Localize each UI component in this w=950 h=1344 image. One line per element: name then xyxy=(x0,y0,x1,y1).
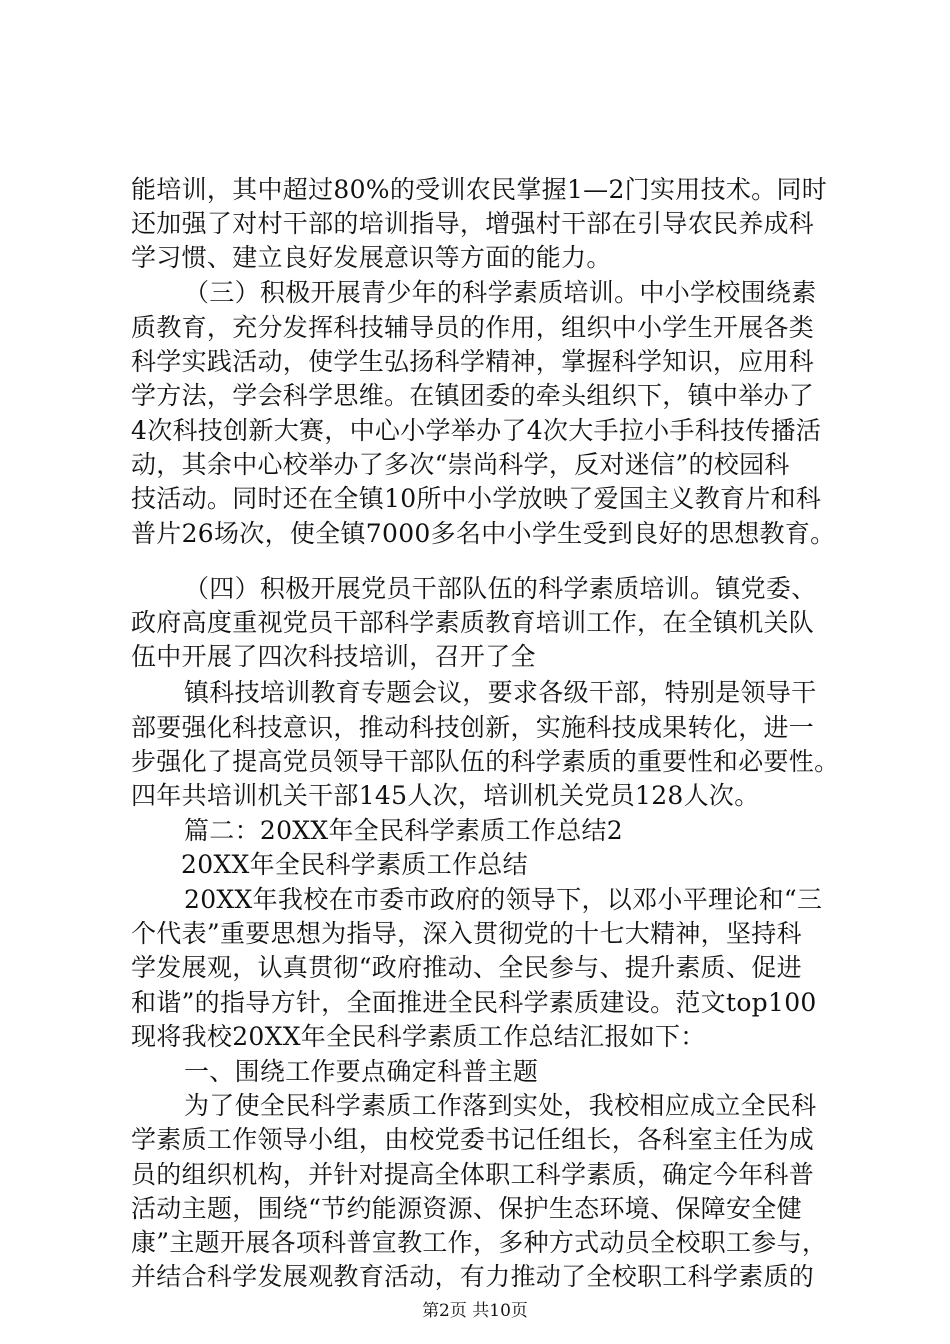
body-line: 伍中开展了四次科技培训，召开了全 xyxy=(131,642,536,671)
body-line: 科学实践活动，使学生弘扬科学精神，掌握科学知识，应用科 xyxy=(131,347,815,376)
body-line: 步强化了提高党员领导干部队伍的科学素质的重要性和必要性。 xyxy=(131,747,840,776)
body-line: 能培训，其中超过80%的受训农民掌握1—2门实用技术。同时 xyxy=(131,175,828,204)
body-line: 并结合科学发展观教育活动，有力推动了全校职工科学素质的 xyxy=(131,1262,815,1291)
body-line: 和谐”的指导方针，全面推进全民科学素质建设。范文top100 xyxy=(131,988,817,1017)
body-line: 动，其余中心校举办了多次“崇尚科学，反对迷信”的校园科 xyxy=(131,450,790,479)
document-title: 20XX年全民科学素质工作总结 xyxy=(181,850,528,879)
section-heading-line: 一、围绕工作要点确定科普主题 xyxy=(184,1057,539,1086)
body-line: 20XX年我校在市委市政府的领导下，以邓小平理论和“三 xyxy=(184,885,823,914)
body-line: 4次科技创新大赛，中心小学举办了4次大手拉小手科技传播活 xyxy=(131,416,822,445)
body-line: 技活动。同时还在全镇10所中小学放映了爱国主义教育片和科 xyxy=(131,484,822,513)
body-line: 部要强化科技意识，推动科技创新，实施科技成果转化，进一 xyxy=(131,713,815,742)
body-line: 还加强了对村干部的培训指导，增强村干部在引导农民养成科 xyxy=(131,209,815,238)
body-line: 镇科技培训教育专题会议，要求各级干部，特别是领导干 xyxy=(184,678,817,707)
body-line: 四年共培训机关干部145人次，培训机关党员128人次。 xyxy=(131,781,760,810)
body-line: 政府高度重视党员干部科学素质教育培训工作，在全镇机关队 xyxy=(131,608,815,637)
body-line: 学习惯、建立良好发展意识等方面的能力。 xyxy=(131,243,612,272)
body-line: 康”主题开展各项科普宣教工作，多种方式动员全校职工参与， xyxy=(131,1228,828,1257)
chapter-heading: 篇二：20XX年全民科学素质工作总结2 xyxy=(184,816,624,845)
body-line: 学素质工作领导小组，由校党委书记任组长，各科室主任为成 xyxy=(131,1125,815,1154)
body-line: 质教育，充分发挥科技辅导员的作用，组织中小学生开展各类 xyxy=(131,313,815,342)
body-line: 学方法，学会科学思维。在镇团委的牵头组织下，镇中举办了 xyxy=(131,381,815,410)
section-heading-line: （四）积极开展党员干部队伍的科学素质培训。镇党委、 xyxy=(184,574,817,603)
body-line: 个代表”重要思想为指导，深入贯彻党的十七大精神，坚持科 xyxy=(131,919,802,948)
body-line: 普片26场次，使全镇7000多名中小学生受到良好的思想教育。 xyxy=(131,519,836,548)
body-line: 现将我校20XX年全民科学素质工作总结汇报如下： xyxy=(131,1022,706,1051)
section-heading-line: （三）积极开展青少年的科学素质培训。中小学校围绕素 xyxy=(184,278,817,307)
body-line: 员的组织机构，并针对提高全体职工科学素质，确定今年科普 xyxy=(131,1160,815,1189)
body-line: 学发展观，认真贯彻“政府推动、全民参与、提升素质、促进 xyxy=(131,953,802,982)
body-line: 活动主题，围绕“节约能源资源、保护生态环境、保障安全健 xyxy=(131,1194,802,1223)
page-number-footer: 第2页 共10页 xyxy=(422,1301,528,1321)
body-line: 为了使全民科学素质工作落到实处，我校相应成立全民科 xyxy=(184,1091,817,1120)
